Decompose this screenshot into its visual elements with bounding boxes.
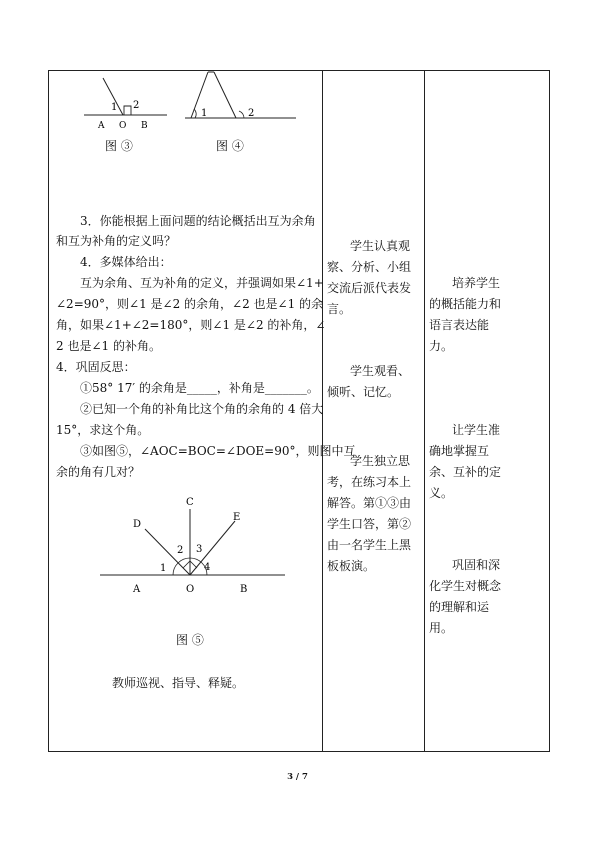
intent-2-line: 余、互补的定: [429, 465, 502, 479]
intent-2-line: 义。: [429, 486, 454, 500]
intent-3-line: 用。: [429, 621, 454, 635]
intent-1-line: 语言表达能: [429, 318, 490, 332]
fig3-caption: 图 ③: [105, 139, 133, 153]
page-number: 3 / 7: [287, 772, 308, 782]
student-1-line: 察、分析、小组: [327, 260, 412, 274]
fig3-point-b: B: [141, 121, 148, 131]
fig5-point-d: D: [133, 519, 142, 530]
intent-2-line: 让学生准: [452, 423, 501, 437]
exercise-2-line-2: 15°，求这个角。: [56, 423, 150, 437]
fig4-caption: 图 ④: [216, 139, 244, 153]
fig4-angle1-label: 1: [201, 108, 208, 119]
intent-3-line: 的理解和运: [429, 600, 490, 614]
student-2-line: 学生观看、: [350, 364, 411, 378]
intent-3-line: 化学生对概念: [429, 579, 502, 593]
student-1-line: 言。: [327, 302, 352, 316]
student-3-line: 考，在练习本上: [327, 475, 412, 489]
fig5-angle-2: 2: [177, 545, 184, 556]
teacher-action: 教师巡视、指导、释疑。: [112, 676, 245, 690]
student-3-line: 学生独立思: [350, 454, 411, 468]
question-3-line-1: 3．你能根据上面问题的结论概括出互为余角: [80, 214, 316, 228]
consolidation-title: 4．巩固反思：: [56, 360, 136, 374]
fig3-point-a: A: [98, 121, 105, 131]
definition-line-4: 2 也是∠1 的补角。: [56, 339, 161, 353]
student-2-line: 倾听、记忆。: [327, 385, 400, 399]
multimedia-title: 4．多媒体给出：: [80, 255, 172, 269]
exercise-2-line-1: ②已知一个角的补角比这个角的余角的 4 倍大: [80, 402, 324, 416]
intent-2-line: 确地掌握互: [429, 444, 490, 458]
exercise-3-line-2: 余的角有几对？: [56, 465, 141, 479]
fig5-point-e: E: [233, 512, 241, 523]
definition-line-1: 互为余角、互为补角的定义，并强调如果∠1+: [80, 276, 324, 290]
definition-line-3: 角，如果∠1+∠2=180°，则∠1 是∠2 的补角，∠: [56, 318, 326, 332]
fig3-point-o: O: [119, 121, 127, 131]
student-1-line: 学生认真观: [350, 239, 411, 253]
fig5-point-b: B: [240, 584, 248, 595]
fig3-angle2-label: 2: [133, 100, 140, 111]
intent-3-line: 巩固和深: [452, 558, 501, 572]
fig5-angle-3: 3: [196, 544, 203, 555]
student-1-line: 交流后派代表发: [327, 281, 412, 295]
student-3-line: 解答。第①③由: [327, 496, 412, 510]
fig5-point-o: O: [186, 584, 195, 595]
intent-1-line: 的概括能力和: [429, 297, 502, 311]
question-3-line-2: 和互为补角的定义吗？: [56, 234, 177, 248]
exercise-1: ①58° 17′ 的余角是_____，补角是_______。: [80, 381, 319, 395]
fig5-angle-1: 1: [160, 563, 167, 574]
fig5-caption: 图 ⑤: [176, 633, 204, 647]
student-3-line: 板板演。: [327, 559, 376, 573]
exercise-3-line-1: ③如图⑤，∠AOC=BOC=∠DOE=90°，则图中互: [80, 444, 356, 458]
intent-1-line: 力。: [429, 339, 454, 353]
fig3-angle1-label: 1: [111, 102, 118, 113]
student-3-line: 学生口答，第②: [327, 517, 412, 531]
fig5-point-c: C: [186, 497, 194, 508]
fig5-angle-4: 4: [204, 562, 211, 573]
student-3-line: 由一名学生上黑: [327, 538, 412, 552]
fig4-angle2-label: 2: [248, 108, 255, 119]
definition-line-2: ∠2=90°，则∠1 是∠2 的余角，∠2 也是∠1 的余: [56, 297, 324, 311]
intent-1-line: 培养学生: [452, 276, 501, 290]
fig5-point-a: A: [133, 584, 141, 595]
